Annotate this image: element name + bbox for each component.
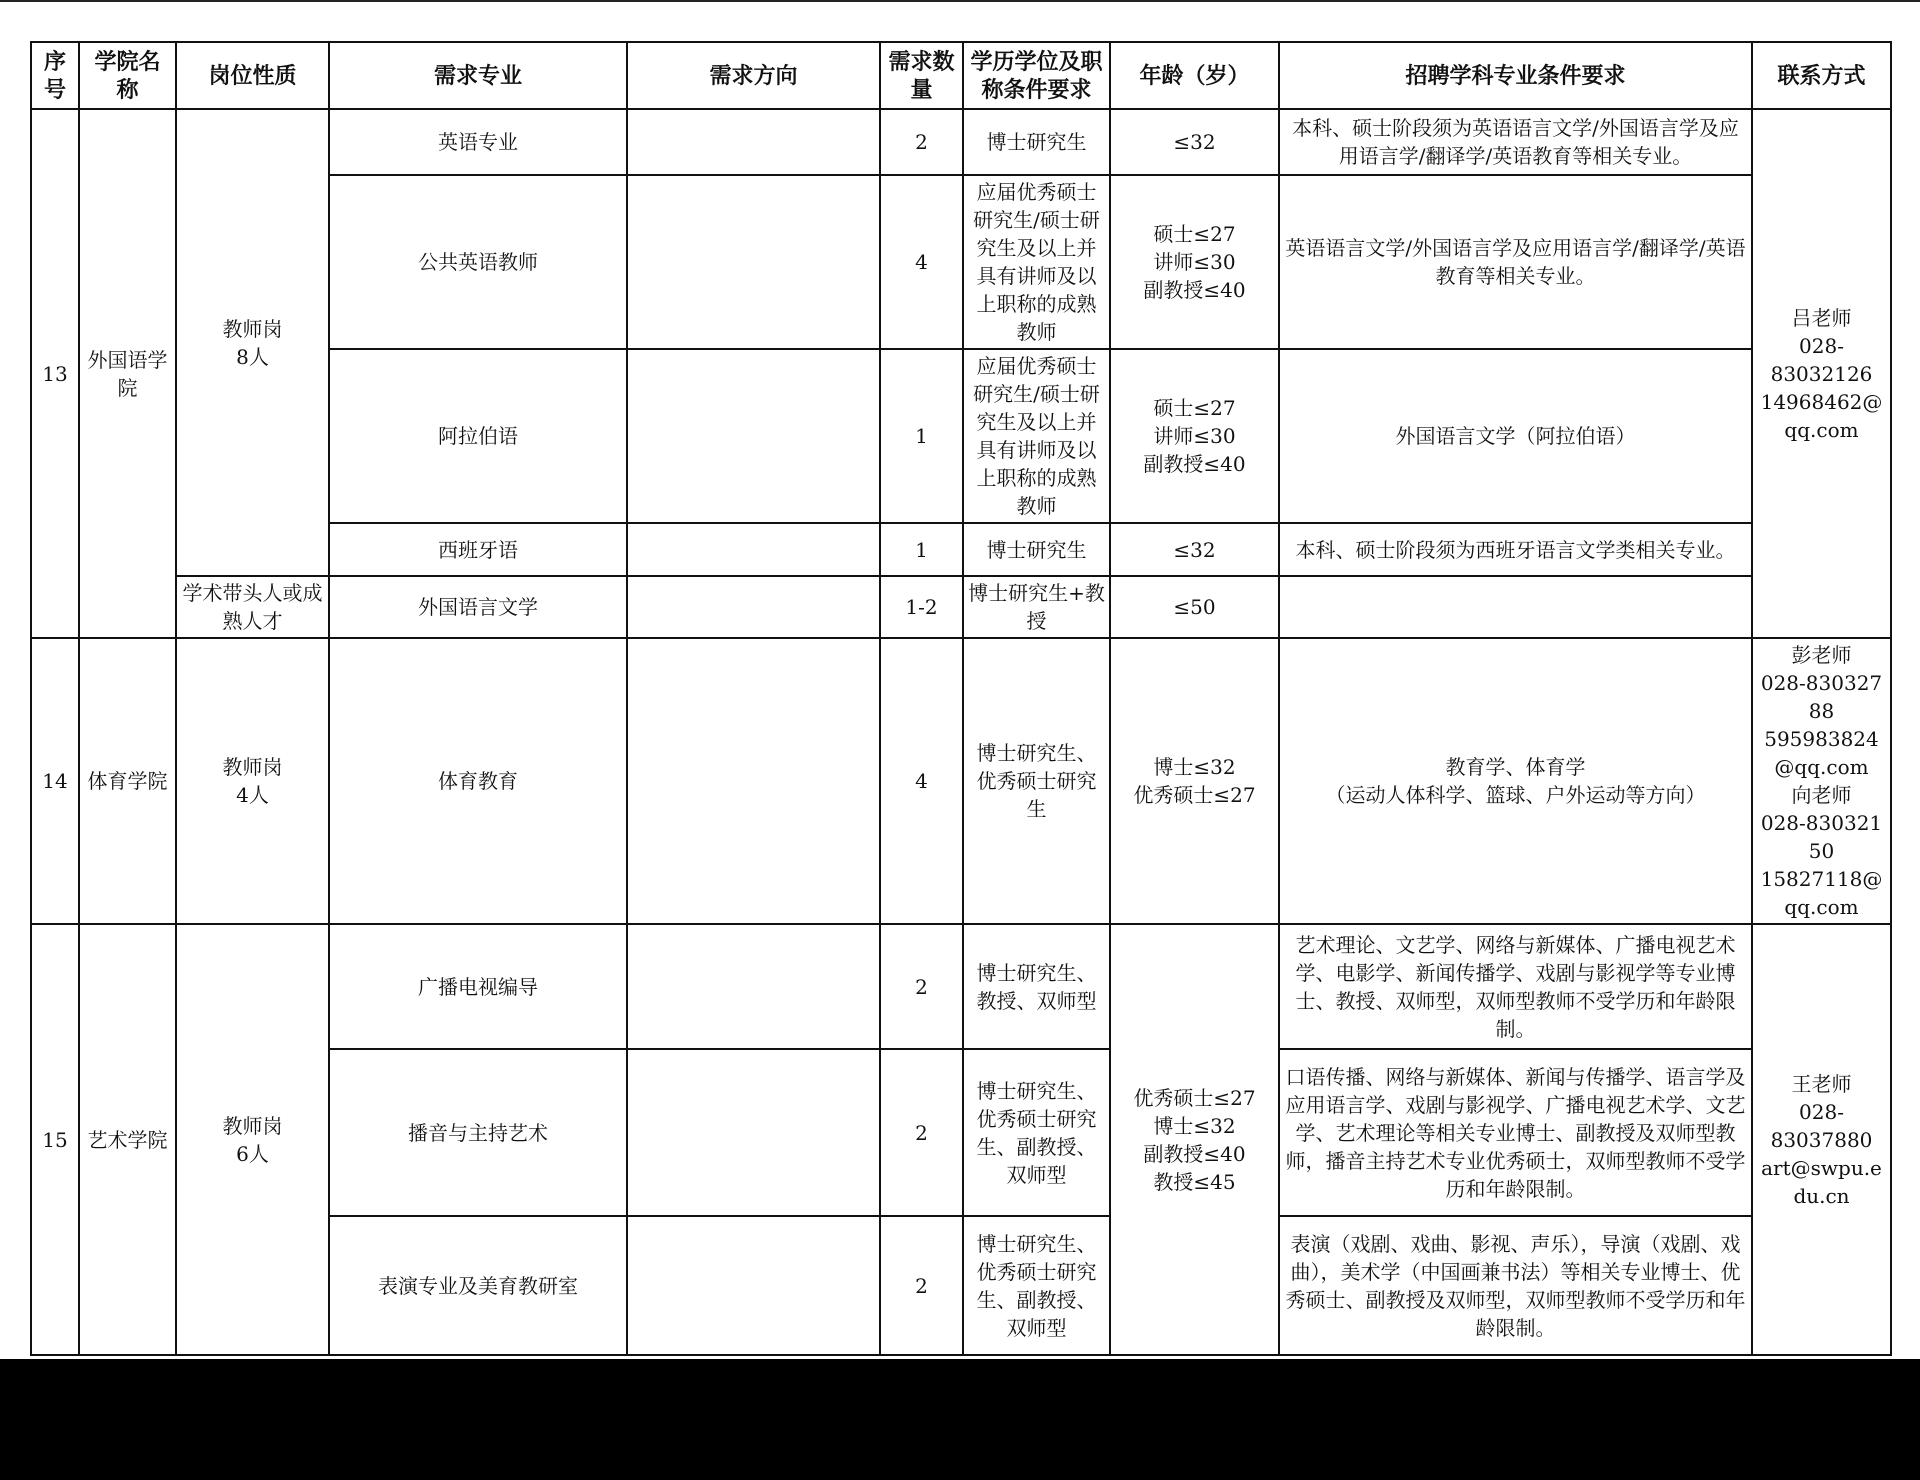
major-cell: 英语专业	[329, 109, 627, 175]
education-cell: 博士研究生、优秀硕士研究生、副教授、双师型	[963, 1216, 1110, 1355]
education-cell: 博士研究生、优秀硕士研究生	[963, 638, 1110, 924]
direction-cell	[627, 349, 880, 523]
direction-cell	[627, 523, 880, 576]
header-post: 岗位性质	[176, 42, 329, 109]
seq-cell: 15	[31, 924, 79, 1355]
direction-cell	[627, 1049, 880, 1216]
contact-cell: 王老师 028- 83037880 art@swpu.edu.cn	[1752, 924, 1891, 1355]
post-cell: 教师岗 6人	[176, 924, 329, 1355]
count-cell: 2	[880, 1049, 963, 1216]
seq-cell: 13	[31, 109, 79, 638]
count-cell: 1	[880, 349, 963, 523]
age-cell: ≤50	[1110, 576, 1279, 638]
major-cell: 表演专业及美育教研室	[329, 1216, 627, 1355]
age-cell: 硕士≤27 讲师≤30 副教授≤40	[1110, 349, 1279, 523]
direction-cell	[627, 924, 880, 1049]
requirement-cell: 本科、硕士阶段须为西班牙语言文学类相关专业。	[1279, 523, 1752, 576]
header-seq: 序号	[31, 42, 79, 109]
count-cell: 2	[880, 924, 963, 1049]
major-cell: 西班牙语	[329, 523, 627, 576]
table-row	[31, 576, 1891, 638]
education-cell: 应届优秀硕士研究生/硕士研究生及以上并具有讲师及以上职称的成熟教师	[963, 175, 1110, 349]
table-row	[31, 109, 1891, 175]
college-cell: 外国语学院	[79, 109, 176, 638]
major-cell: 公共英语教师	[329, 175, 627, 349]
header-direction: 需求方向	[627, 42, 880, 109]
college-cell: 艺术学院	[79, 924, 176, 1355]
post-cell: 学术带头人或成熟人才	[176, 576, 329, 638]
post-cell: 教师岗 4人	[176, 638, 329, 924]
education-cell: 博士研究生、教授、双师型	[963, 924, 1110, 1049]
age-cell: ≤32	[1110, 109, 1279, 175]
requirement-cell: 表演（戏剧、戏曲、影视、声乐），导演（戏剧、戏曲），美术学（中国画兼书法）等相关专业博士、优秀硕士、副教授及双师型，双师型教师不受学历和年龄限制。	[1279, 1216, 1752, 1355]
header-contact: 联系方式	[1752, 42, 1891, 109]
contact-cell: 彭老师 028-83032788 595983824@qq.com 向老师 028-83032150 15827118@qq.com	[1752, 638, 1891, 924]
education-cell: 博士研究生	[963, 523, 1110, 576]
top-rule	[0, 0, 1920, 2]
major-cell: 广播电视编导	[329, 924, 627, 1049]
direction-cell	[627, 1216, 880, 1355]
post-cell: 教师岗 8人	[176, 109, 329, 576]
education-cell: 博士研究生+教授	[963, 576, 1110, 638]
requirement-cell: 教育学、体育学 （运动人体科学、篮球、户外运动等方向）	[1279, 638, 1752, 924]
age-cell: 优秀硕士≤27 博士≤32 副教授≤40 教授≤45	[1110, 924, 1279, 1355]
recruitment-table	[30, 41, 1892, 1356]
direction-cell	[627, 576, 880, 638]
requirement-cell: 本科、硕士阶段须为英语语言文学/外国语言学及应用语言学/翻译学/英语教育等相关专业。	[1279, 109, 1752, 175]
header-count: 需求数量	[880, 42, 963, 109]
requirement-cell	[1279, 576, 1752, 638]
age-cell: 博士≤32 优秀硕士≤27	[1110, 638, 1279, 924]
requirement-cell: 英语语言文学/外国语言学及应用语言学/翻译学/英语教育等相关专业。	[1279, 175, 1752, 349]
count-cell: 2	[880, 109, 963, 175]
header-age: 年龄（岁）	[1110, 42, 1279, 109]
age-cell: ≤32	[1110, 523, 1279, 576]
education-cell: 博士研究生	[963, 109, 1110, 175]
major-cell: 阿拉伯语	[329, 349, 627, 523]
count-cell: 1-2	[880, 576, 963, 638]
major-cell: 播音与主持艺术	[329, 1049, 627, 1216]
direction-cell	[627, 175, 880, 349]
requirement-cell: 外国语言文学（阿拉伯语）	[1279, 349, 1752, 523]
count-cell: 1	[880, 523, 963, 576]
header-major: 需求专业	[329, 42, 627, 109]
contact-cell: 吕老师 028- 83032126 14968462@qq.com	[1752, 109, 1891, 638]
bottom-black-band	[0, 1359, 1920, 1480]
header-row	[31, 42, 1891, 109]
direction-cell	[627, 109, 880, 175]
table-row	[31, 638, 1891, 924]
college-cell: 体育学院	[79, 638, 176, 924]
header-education: 学历学位及职称条件要求	[963, 42, 1110, 109]
count-cell: 4	[880, 638, 963, 924]
header-college: 学院名称	[79, 42, 176, 109]
count-cell: 4	[880, 175, 963, 349]
education-cell: 应届优秀硕士研究生/硕士研究生及以上并具有讲师及以上职称的成熟教师	[963, 349, 1110, 523]
requirement-cell: 口语传播、网络与新媒体、新闻与传播学、语言学及应用语言学、戏剧与影视学、广播电视艺术学、文艺学、艺术理论等相关专业博士、副教授及双师型教师，播音主持艺术专业优秀硕士，双师型教师不受学历和年龄限制。	[1279, 1049, 1752, 1216]
header-requirement: 招聘学科专业条件要求	[1279, 42, 1752, 109]
major-cell: 外国语言文学	[329, 576, 627, 638]
major-cell: 体育教育	[329, 638, 627, 924]
education-cell: 博士研究生、优秀硕士研究生、副教授、双师型	[963, 1049, 1110, 1216]
seq-cell: 14	[31, 638, 79, 924]
table-row	[31, 924, 1891, 1049]
requirement-cell: 艺术理论、文艺学、网络与新媒体、广播电视艺术学、电影学、新闻传播学、戏剧与影视学等专业博士、教授、双师型，双师型教师不受学历和年龄限制。	[1279, 924, 1752, 1049]
direction-cell	[627, 638, 880, 924]
age-cell: 硕士≤27 讲师≤30 副教授≤40	[1110, 175, 1279, 349]
count-cell: 2	[880, 1216, 963, 1355]
